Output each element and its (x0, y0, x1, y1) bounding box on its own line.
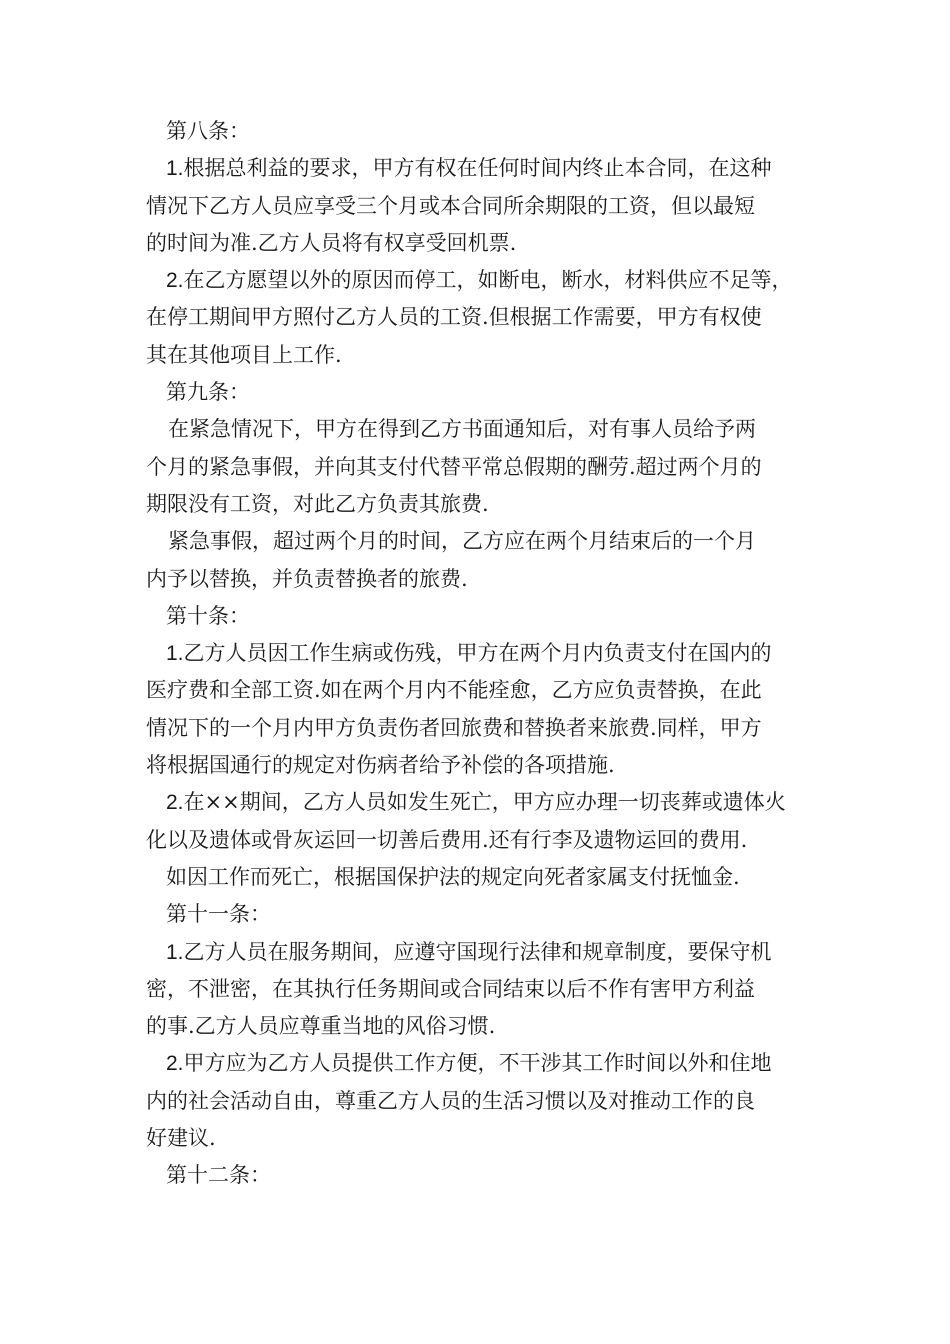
clause-text: 乙方人员在服务期间，应遵守国现行法律和规章制度，要保守机 (183, 939, 772, 964)
text-line: 情况下的一个月内甲方负责伤者回旅费和替换者来旅费.同样，甲方 (146, 715, 762, 740)
clause-number: 1. (166, 157, 184, 181)
article-heading (146, 896, 806, 933)
text-line: 将根据国通行的规定对伤病者给予补偿的各项措施. (146, 753, 615, 778)
text-line (146, 635, 806, 672)
paragraph (146, 411, 806, 523)
text-line: 的时间为准.乙方人员将有权享受回机票. (146, 230, 517, 255)
document-page (146, 113, 806, 1195)
text-line: 个月的紧急事假，并向其支付代替平常总假期的酬劳.超过两个月的 (146, 454, 762, 479)
clause-text: 甲方应为乙方人员提供工作方便，不干涉其工作时间以外和住地 (183, 1051, 772, 1076)
article-heading (146, 113, 806, 150)
text-line: 在紧急情况下，甲方在得到乙方书面通知后，对有事人员给予两 (168, 417, 756, 442)
numbered-clause (146, 1045, 806, 1157)
clause-number: 1. (166, 940, 184, 964)
text-line: 情况下乙方人员应享受三个月或本合同所余期限的工资，但以最短 (146, 193, 755, 218)
paragraph (146, 859, 806, 896)
text-line: 如因工作而死亡，根据国保护法的规定向死者家属支付抚恤金. (166, 864, 740, 889)
text-line: 第八条： (166, 119, 250, 143)
article-heading (146, 1157, 806, 1194)
text-line: 期限没有工资，对此乙方负责其旅费. (146, 491, 489, 516)
clause-text: 在乙方愿望以外的原因而停工，如断电，断水，材料供应不足等， (183, 268, 793, 293)
paragraph (146, 523, 806, 598)
text-line (146, 1045, 806, 1082)
text-line: 密，不泄密，在其执行任务期间或合同结束以后不作有害甲方利益 (146, 976, 755, 1001)
text-line: 第九条： (166, 380, 250, 405)
text-line: 内的社会活动自由，尊重乙方人员的生活习惯以及对推动工作的良 (146, 1088, 755, 1113)
text-line: 医疗费和全部工资.如在两个月内不能痊愈，乙方应负责替换，在此 (146, 678, 762, 703)
text-line (146, 934, 806, 971)
text-line: 好建议. (146, 1126, 216, 1151)
clause-number: 2. (166, 269, 184, 293)
numbered-clause (146, 934, 806, 1046)
clause-text: 乙方人员因工作生病或伤残，甲方在两个月内负责支付在国内的 (183, 641, 772, 666)
text-line (146, 784, 806, 821)
text-line (146, 150, 806, 187)
text-line: 紧急事假，超过两个月的时间，乙方应在两个月结束后的一个月 (168, 529, 756, 554)
text-line: 内予以替换，并负责替换者的旅费. (146, 566, 468, 591)
article-heading (146, 598, 806, 635)
text-line: 第十条： (166, 603, 250, 628)
numbered-clause (146, 635, 806, 784)
numbered-clause (146, 262, 806, 374)
text-line: 化以及遗体或骨灰运回一切善后费用.还有行李及遗物运回的费用. (146, 827, 748, 852)
text-line: 的事.乙方人员应尊重当地的风俗习惯. (146, 1014, 496, 1039)
clause-number: 1. (166, 642, 184, 666)
numbered-clause (146, 150, 806, 262)
clause-text: 根据总利益的要求，甲方有权在任何时间内终止本合同，在这种 (183, 156, 772, 181)
clause-number: 2. (166, 791, 184, 815)
clause-text: 在××期间，乙方人员如发生死亡，甲方应办理一切丧葬或遗体火 (183, 790, 786, 815)
text-line (146, 262, 806, 299)
numbered-clause (146, 784, 806, 859)
text-line: 其在其他项目上工作. (146, 342, 342, 367)
text-line: 在停工期间甲方照付乙方人员的工资.但根据工作需要，甲方有权使 (146, 305, 762, 330)
clause-number: 2. (166, 1052, 184, 1076)
text-line: 第十二条： (166, 1163, 271, 1188)
text-line: 第十一条： (166, 902, 271, 927)
article-heading (146, 374, 806, 411)
document-body (146, 113, 806, 1195)
